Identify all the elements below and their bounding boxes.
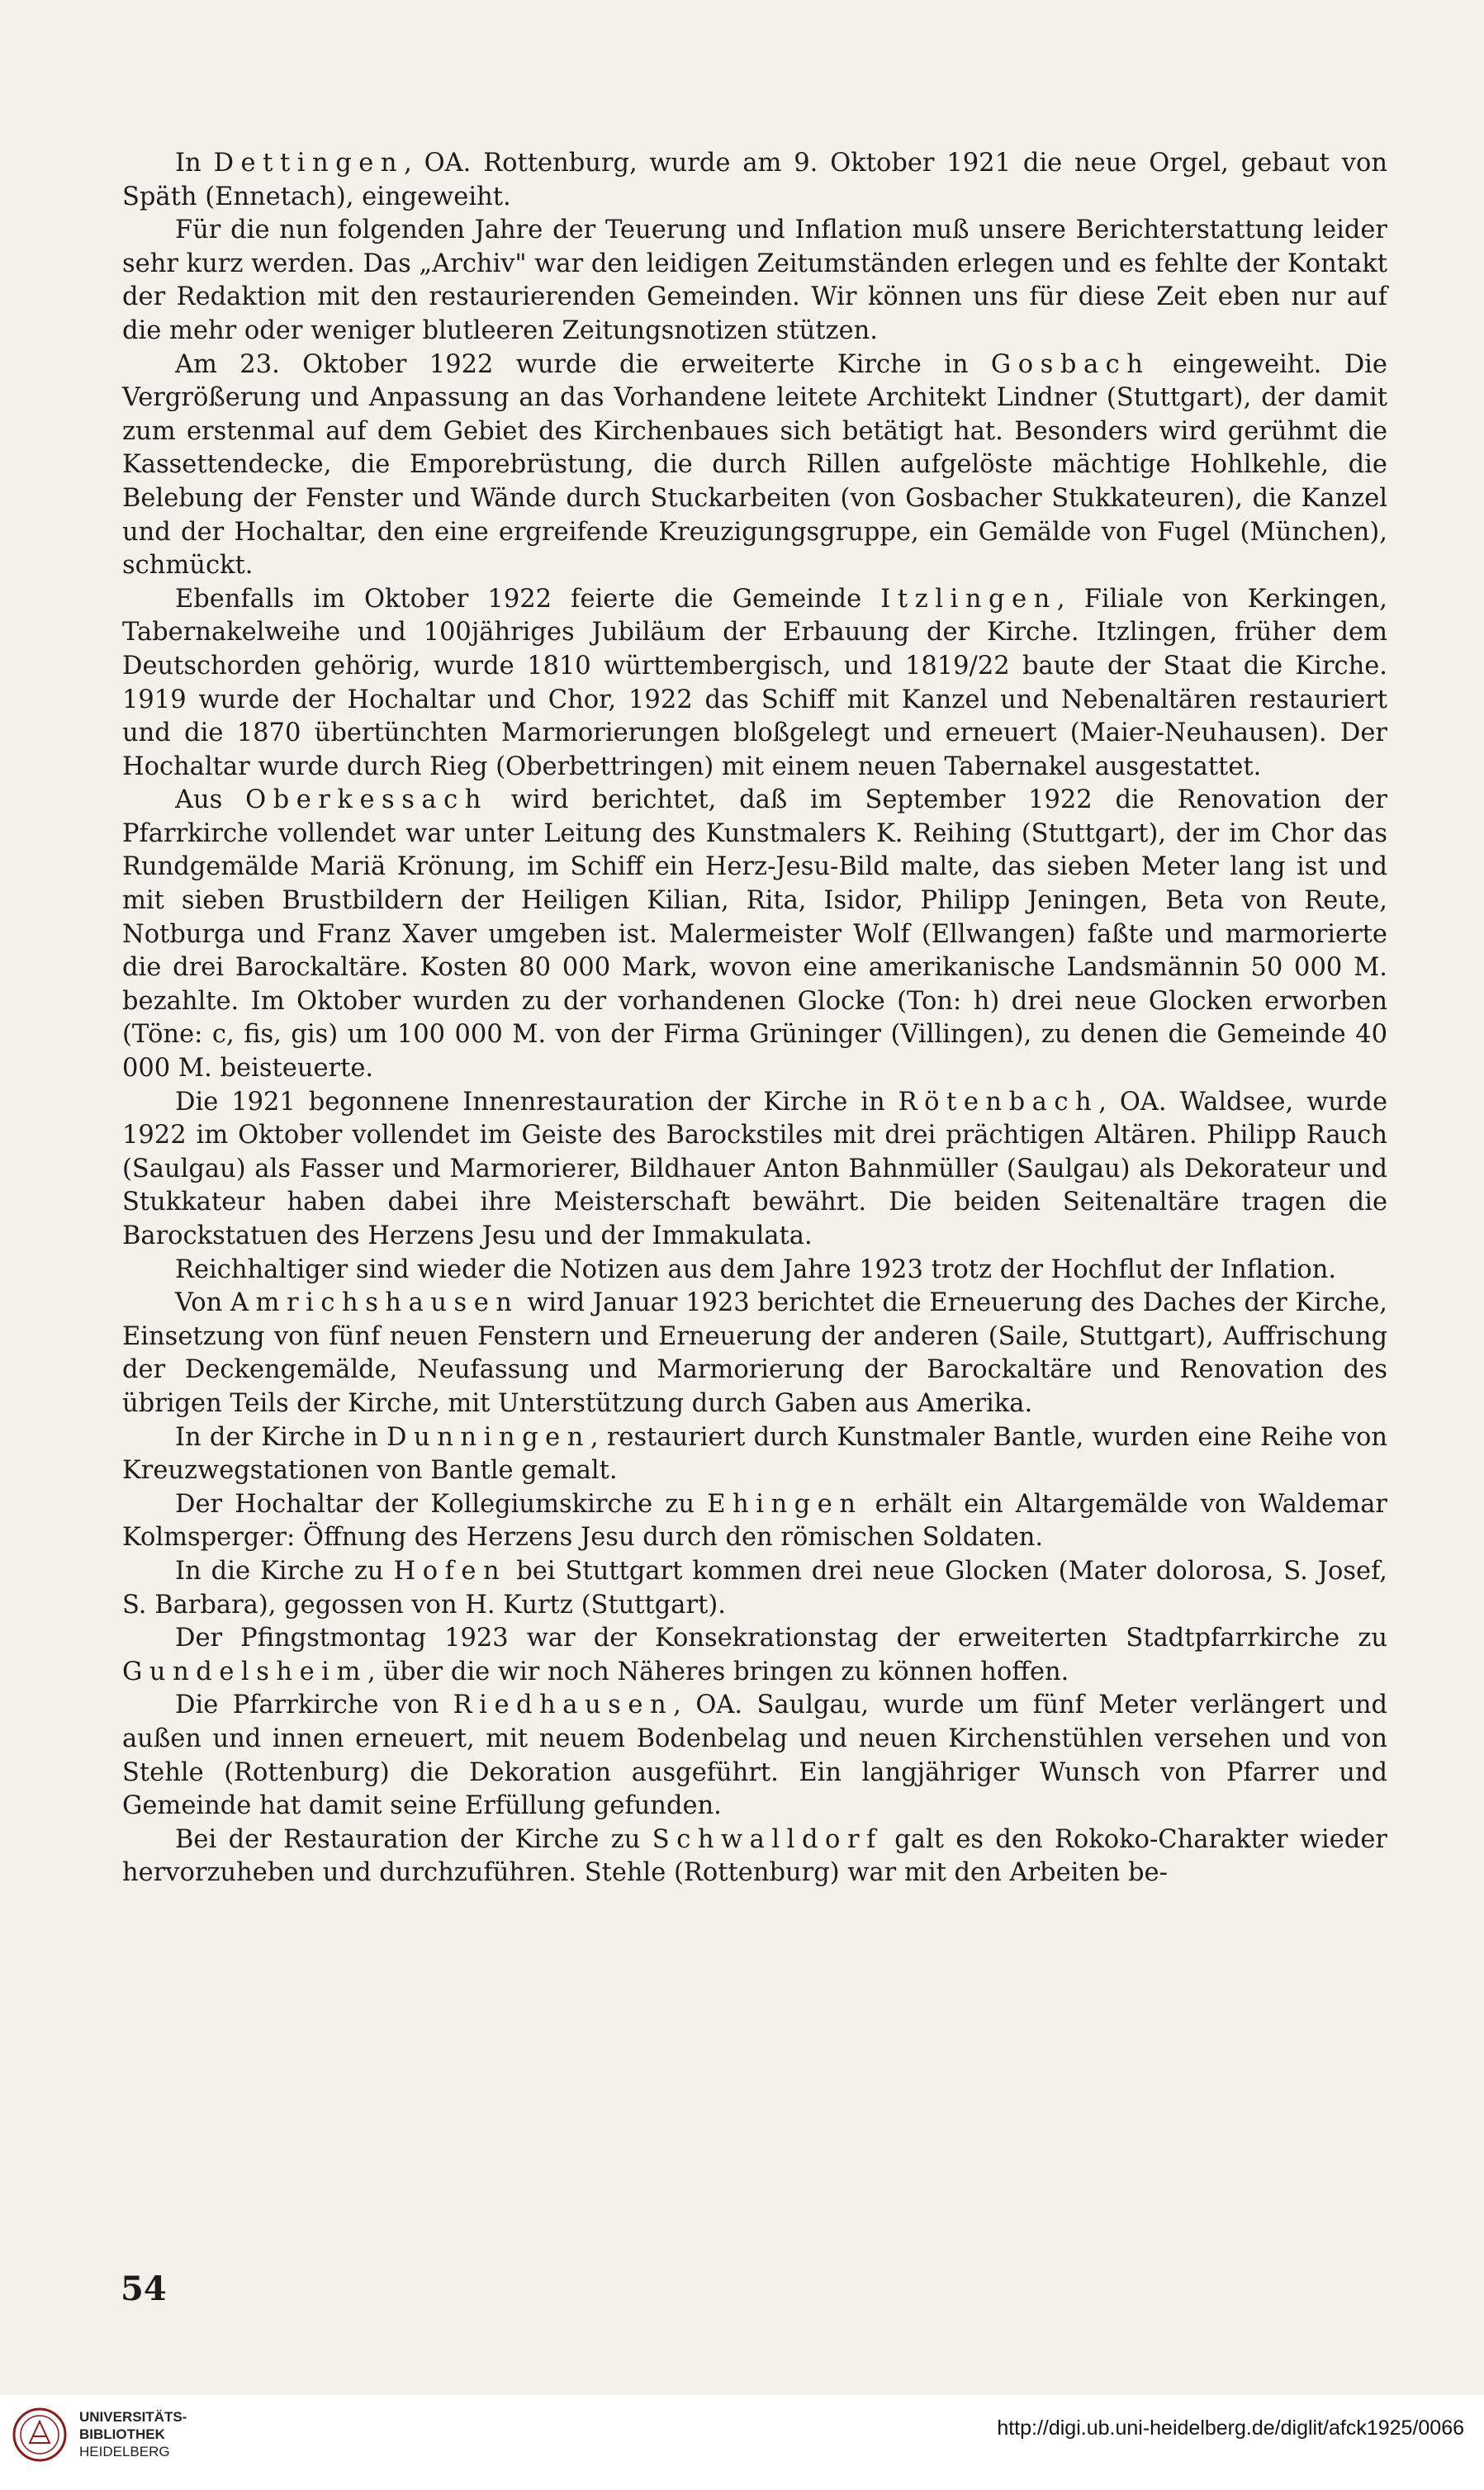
paragraph [122, 1254, 1387, 1288]
text-run: , Filiale von Kerkingen, Tabernakelweihe und 100jähriges Jubiläum der Erbauung der Kirche. Itzlingen, früher dem Deutschorden gehörig, wurde 1810 württembergisch, und 1819/22 baute der Staat die Kirche. 1919 wurde der Hochaltar und Chor, 1922 das Schiff mit Kanzel und Nebenaltären restauriert und die 1870 übertünchten Marmorierungen bloßgelegt und erneuert (Maier-Neuhausen). Der Hochaltar wurde durch Rieg (Oberbettringen) mit einem neuen Tabernakel ausgestattet. [122, 584, 1387, 781]
footer-bar [0, 2395, 1484, 2490]
place-name: Oberkessach [245, 785, 488, 815]
text-run: In der Kirche in [175, 1422, 387, 1452]
text-run: bei Stuttgart kommen drei neue Glocken (Mater dolorosa, S. Josef, S. Barbara), gegossen von H. Kurtz (Stuttgart). [122, 1556, 1387, 1620]
paragraph [122, 1689, 1387, 1823]
text-run: In [175, 149, 214, 178]
text-run: Am 23. Oktober 1922 wurde die erweiterte Kirche in [175, 349, 991, 379]
text-run: Ebenfalls im Oktober 1922 feierte die Gemeinde [175, 584, 881, 614]
text-run: Der Pfingstmontag 1923 war der Konsekrationstag der erweiterten Stadtpfarrkirche zu [175, 1624, 1387, 1653]
paragraph [122, 583, 1387, 785]
place-name: Amrichshausen [230, 1288, 519, 1318]
paragraph [122, 1287, 1387, 1420]
paragraph [122, 1421, 1387, 1488]
text-run: wird Januar 1923 berichtet die Erneuerung des Daches der Kirche, Einsetzung von fünf neuen Fenstern und Erneuerung der anderen (Saile, Stuttgart), Auffrischung der Deckengemälde, Neufassung und Marmorierung der Barockaltäre und Renovation des übrigen Teils der Kirche, mit Unterstützung durch Gaben aus Amerika. [122, 1288, 1387, 1418]
text-run: Die Pfarrkirche von [175, 1691, 453, 1720]
place-name: Gundelsheim [122, 1657, 367, 1686]
paragraph [122, 147, 1387, 214]
text-run: , über die wir noch Näheres bringen zu können hoffen. [367, 1657, 1069, 1686]
text-run: Die 1921 begonnene Innenrestauration der Kirche in [175, 1087, 898, 1117]
paragraph [122, 214, 1387, 348]
library-name-line: UNIVERSITÄTS- [79, 2409, 187, 2425]
library-name-line: HEIDELBERG [79, 2444, 170, 2459]
text-run: erhält ein Altargemälde von Waldemar Kolmsperger: Öffnung des Herzens Jesu durch den römischen Soldaten. [122, 1489, 1387, 1553]
source-url-link[interactable]: http://digi.ub.uni-heidelberg.de/diglit/afck1925/0066 [997, 2416, 1464, 2440]
text-run: In die Kirche zu [175, 1556, 394, 1586]
text-run: Von [175, 1288, 230, 1318]
page-number: 54 [121, 2269, 167, 2308]
library-name [79, 2408, 187, 2460]
library-name-line: BIBLIOTHEK [79, 2426, 165, 2442]
paragraph [122, 1488, 1387, 1555]
text-run: Der Hochaltar der Kollegiumskirche zu [175, 1489, 708, 1519]
place-name: Hofen [393, 1556, 507, 1586]
paragraph [122, 1555, 1387, 1622]
text-run: galt es den Rokoko-Charakter wieder hervorzuheben und durchzuführen. Stehle (Rottenburg) war mit den Arbeiten be- [122, 1824, 1387, 1888]
text-run: Bei der Restauration der Kirche zu [175, 1824, 652, 1854]
paragraph [122, 784, 1387, 1085]
place-name: Rötenbach [898, 1087, 1099, 1117]
paragraph [122, 1622, 1387, 1689]
place-name: Schwalldorf [652, 1824, 883, 1854]
text-run: , restauriert durch Kunstmaler Bantle, wurden eine Reihe von Kreuzwegstationen von Bantle gemalt. [122, 1422, 1388, 1486]
text-run: Aus [175, 785, 246, 815]
text-run: eingeweiht. Die Vergrößerung und Anpassung an das Vorhandene leitete Architekt Lindner (Stuttgart), der damit zum erstenmal auf dem Gebiet des Kirchenbaues sich betätigt hat. Besonders wird gerühmt die Kassettendecke, die Emporebrüstung, die durch Rillen aufgelöste mächtige Hohlkehle, die Belebung der Fenster und Wände durch Stuckarbeiten (von Gosbacher Stukkateuren), die Kanzel und der Hochaltar, den eine ergreifende Kreuzigungsgruppe, ein Gemälde von Fugel (München), schmückt. [122, 349, 1387, 581]
place-name: Dettingen [213, 149, 405, 178]
place-name: Gosbach [990, 349, 1150, 379]
text-run: Reichhaltiger sind wieder die Notizen aus dem Jahre 1923 trotz der Hochflut der Inflation. [175, 1254, 1337, 1284]
text-run: , OA. Rottenburg, wurde am 9. Oktober 1921 die neue Orgel, gebaut von Späth (Ennetach), eingeweiht. [122, 149, 1388, 211]
text-run: Für die nun folgenden Jahre der Teuerung und Inflation muß unsere Berichterstattung leider sehr kurz werden. Das „Archiv" war den leidigen Zeitumständen erlegen und es fehlte der Kontakt der Redaktion mit den restaurierenden Gemeinden. Wir können uns für diese Zeit eben nur auf die mehr oder weniger blutleeren Zeitungsnotizen stützen. [122, 216, 1387, 345]
text-run: , OA. Waldsee, wurde 1922 im Oktober vollendet im Geiste des Barockstiles mit drei prächtigen Altären. Philipp Rauch (Saulgau) als Fasser und Marmorierer, Bildhauer Anton Bahnmüller (Saulgau) als Dekorateur und Stukkateur haben dabei ihre Meisterschaft bewährt. Die beiden Seitenaltäre tragen die Barockstatuen des Herzens Jesu und der Immakulata. [122, 1087, 1387, 1250]
place-name: Itzlingen [880, 584, 1057, 614]
paragraph [122, 1824, 1387, 1890]
text-run: wird berichtet, daß im September 1922 die Renovation der Pfarrkirche vollendet war unter Leitung des Kunstmalers K. Reihing (Stuttgart), der im Chor das Rundgemälde Mariä Krönung, im Schiff ein Herz-Jesu-Bild malte, das sieben Meter lang ist und mit sieben Brustbildern der Heiligen Kilian, Rita, Isidor, Philipp Jeningen, Beta von Reute, Notburga und Franz Xaver umgeben ist. Malermeister Wolf (Ellwangen) faßte und marmorierte die drei Barockaltäre. Kosten 80 000 Mark, wovon eine amerikanische Landsmännin 50 000 M. bezahlte. Im Oktober wurden zu der vorhandenen Glocke (Ton: h) drei neue Glocken erworben (Töne: c, fis, gis) um 100 000 M. von der Firma Grüninger (Villingen), zu denen die Gemeinde 40 000 M. beisteuerte. [122, 785, 1387, 1084]
paragraph [122, 1086, 1387, 1254]
article-text [122, 147, 1387, 1890]
place-name: Dunningen [386, 1422, 590, 1452]
paragraph [122, 349, 1387, 583]
university-seal-icon [12, 2407, 68, 2463]
place-name: Ehingen [707, 1489, 863, 1519]
text-run: , OA. Saulgau, wurde um fünf Meter verlängert und außen und innen erneuert, mit neuem Bodenbelag und neuen Kirchenstühlen versehen und von Stehle (Rottenburg) die Dekoration ausgeführt. Ein langjähriger Wunsch von Pfarrer und Gemeinde hat damit seine Erfüllung gefunden. [122, 1691, 1387, 1821]
place-name: Riedhausen [453, 1691, 674, 1720]
